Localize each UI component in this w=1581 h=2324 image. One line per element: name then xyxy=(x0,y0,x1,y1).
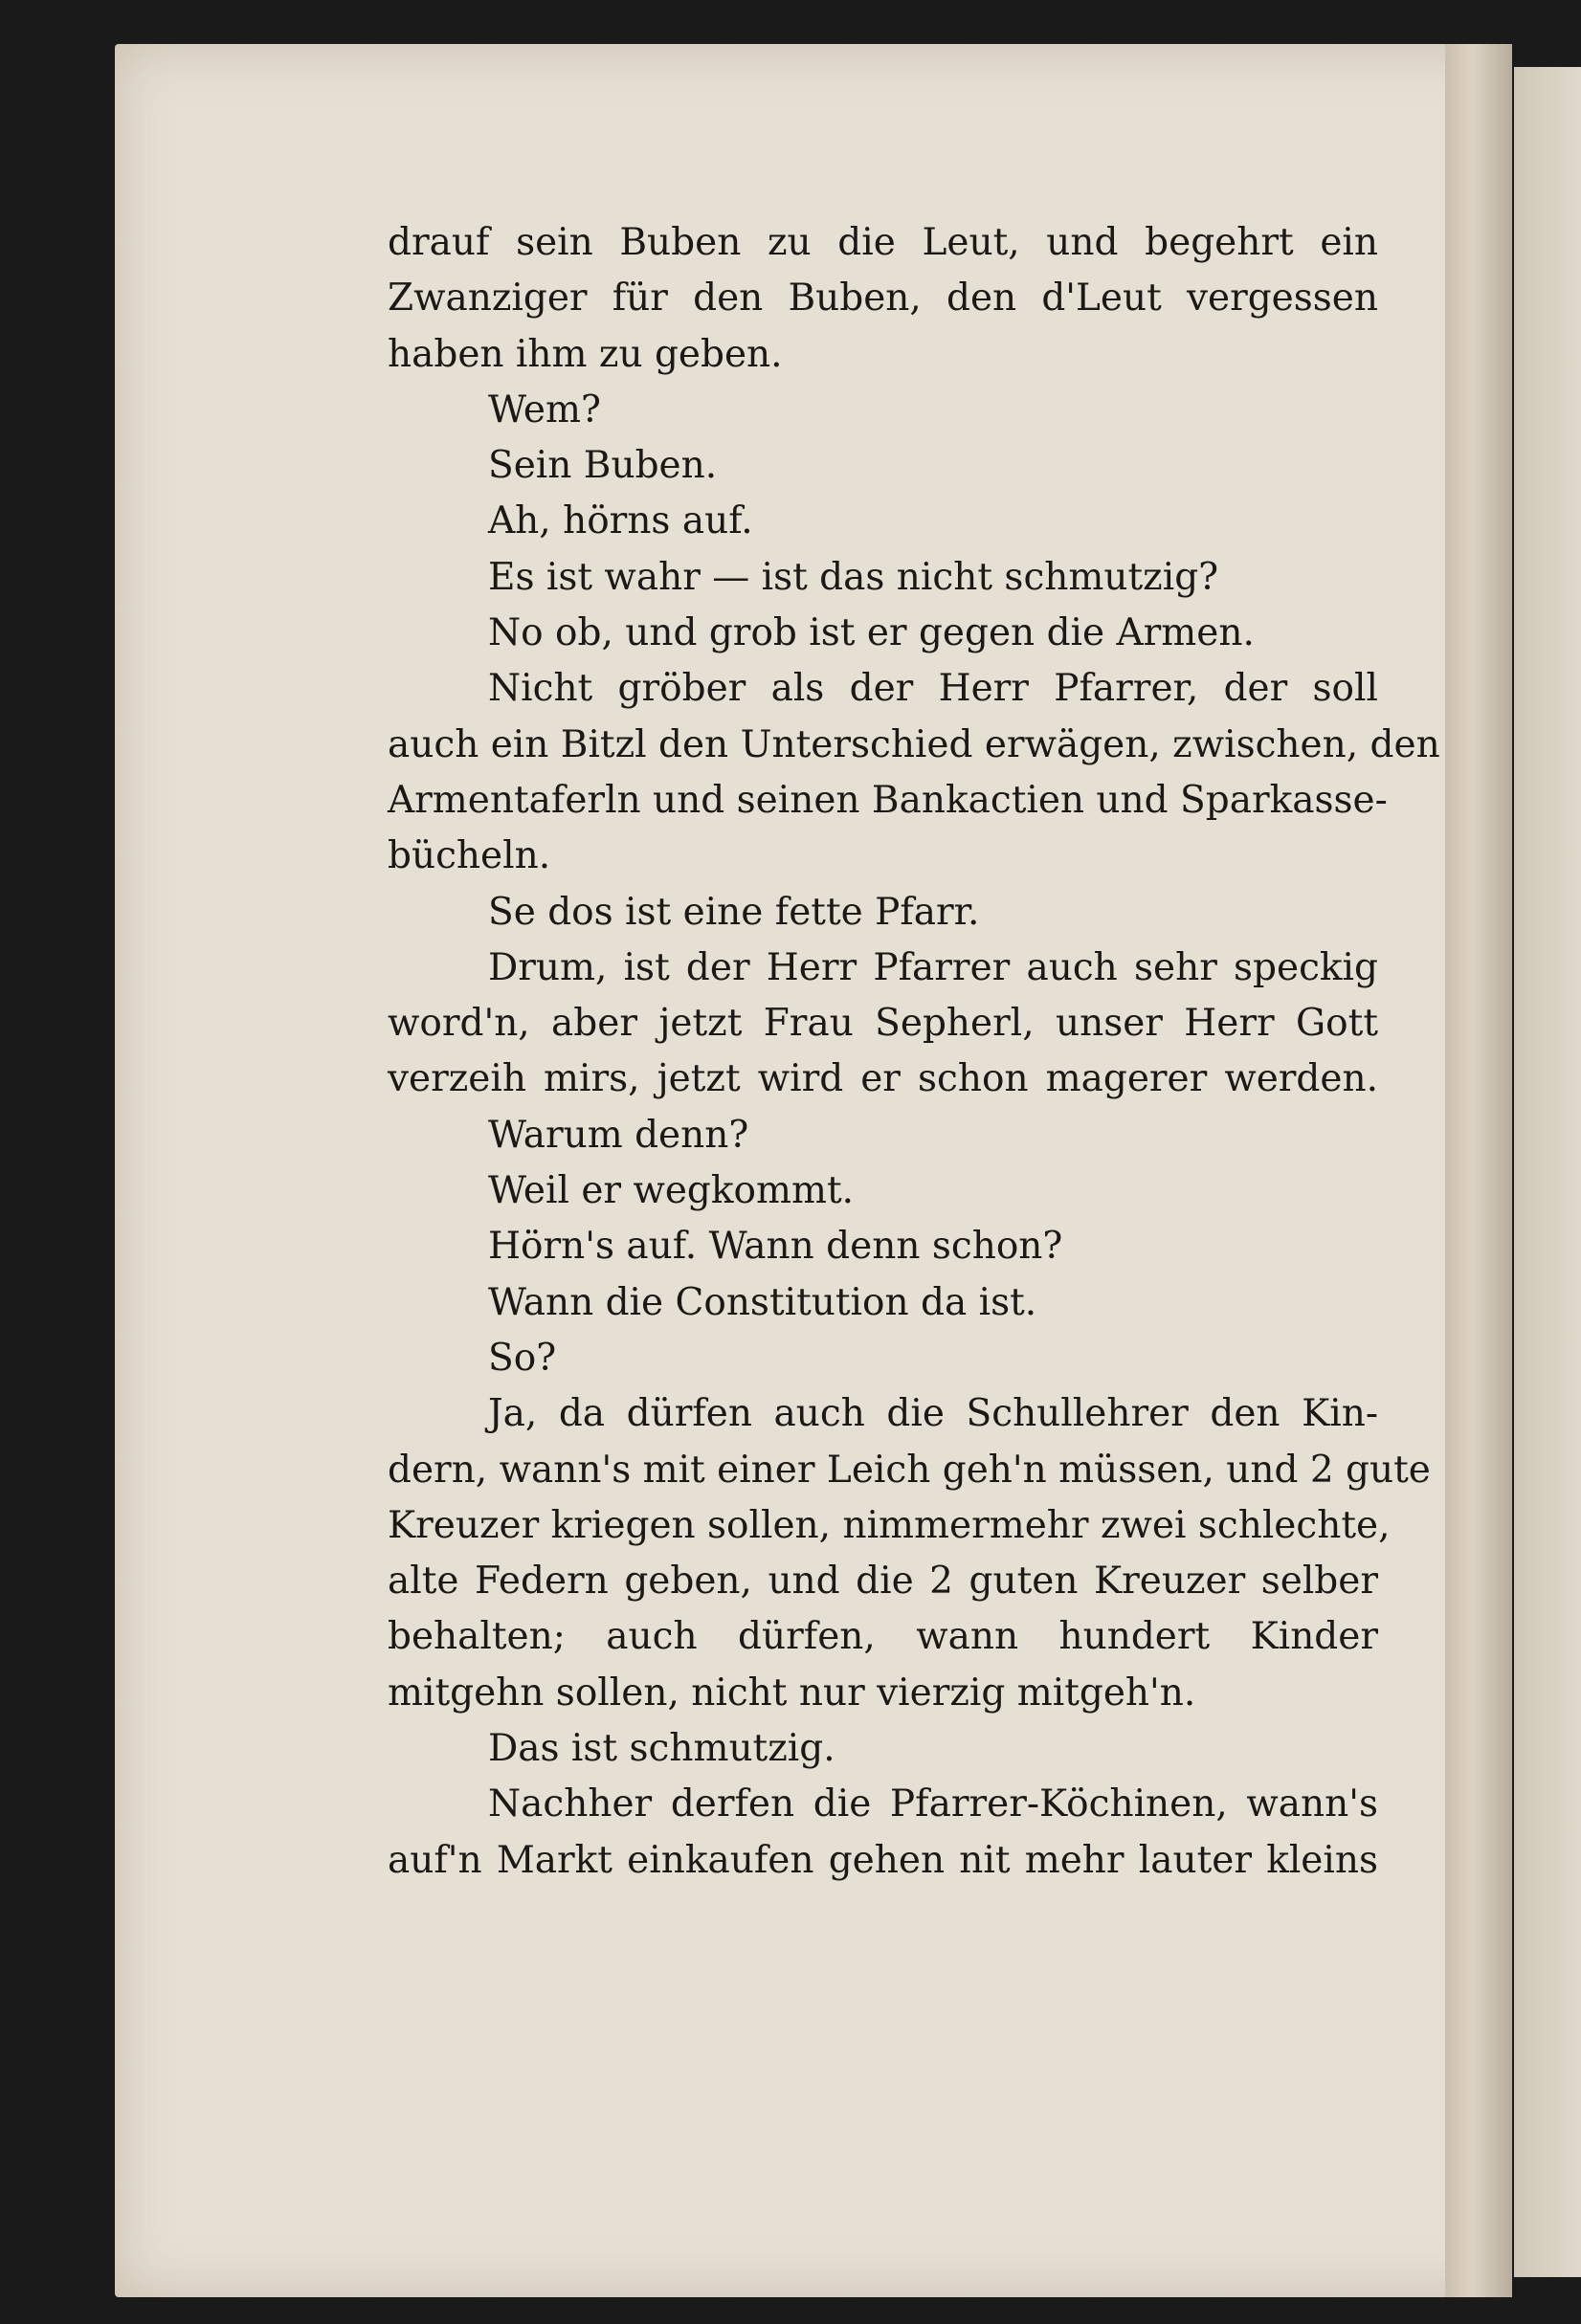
page-text xyxy=(388,215,1440,1889)
text-line: behalten; auch dürfen, wann hundert Kinder xyxy=(388,1615,1378,1659)
text-line: Weil er wegkommt. xyxy=(488,1169,855,1213)
text-line: Zwanziger für den Buben, den d'Leut vergessen xyxy=(388,277,1378,321)
text-line: So? xyxy=(488,1336,557,1380)
text-line: Armentaferln und seinen Bankactien und Sparkasse- xyxy=(388,778,1388,822)
text-line: Se dos ist eine fette Pfarr. xyxy=(488,890,980,934)
text-line: word'n, aber jetzt Frau Sepherl, unser Herr Gott xyxy=(388,1002,1378,1046)
text-line: büchеln. xyxy=(388,834,551,878)
text-line: Nachher derfen die Pfarrer-Köchinen, wann's xyxy=(488,1782,1378,1826)
text-line: No ob, und grob ist er gegen die Armen. xyxy=(488,611,1255,655)
text-line: Sein Buben. xyxy=(488,444,718,488)
text-line: Ah, hörns auf. xyxy=(488,499,753,543)
text-line: verzeih mirs, jetzt wird er schon magerer werden. xyxy=(388,1057,1378,1101)
text-line: Wem? xyxy=(488,387,601,432)
text-line: Hörn's auf. Wann denn schon? xyxy=(488,1225,1063,1269)
text-line: Warum denn? xyxy=(488,1113,749,1157)
page-edge xyxy=(1445,44,1512,2297)
text-line: haben ihm zu geben. xyxy=(388,332,783,376)
text-line: Das ist schmutzig. xyxy=(488,1727,835,1771)
text-line: drauf sein Buben zu die Leut, und begehrt ein xyxy=(388,221,1378,264)
text-line: auch ein Bitzl den Unterschied erwägen, zwischen, den xyxy=(388,722,1440,766)
text-line: Wann die Constitution da ist. xyxy=(488,1280,1037,1324)
text-line: Kreuzer kriegen sollen, nimmermehr zwei schlechte, xyxy=(388,1503,1391,1547)
text-line: Drum, ist der Herr Pfarrer auch sehr speckig xyxy=(488,945,1378,989)
text-line: mitgehn sollen, nicht nur vierzig mitgeh'n. xyxy=(388,1671,1196,1715)
text-line: alte Federn geben, und die 2 guten Kreuzer selber xyxy=(388,1560,1378,1604)
adjacent-page-edge xyxy=(1514,67,1581,2277)
text-line: Ja, da dürfen auch die Schullehrer den Kin- xyxy=(488,1392,1378,1436)
text-line: dern, wann's mit einer Leich geh'n müssen, und 2 gute xyxy=(388,1448,1431,1492)
text-line: auf'n Markt einkaufen gehen nit mehr lauter kleins xyxy=(388,1838,1378,1882)
text-line: Es ist wahr — ist das nicht schmutzig? xyxy=(488,555,1219,599)
text-line: Nicht gröber als der Herr Pfarrer, der soll xyxy=(488,667,1378,711)
